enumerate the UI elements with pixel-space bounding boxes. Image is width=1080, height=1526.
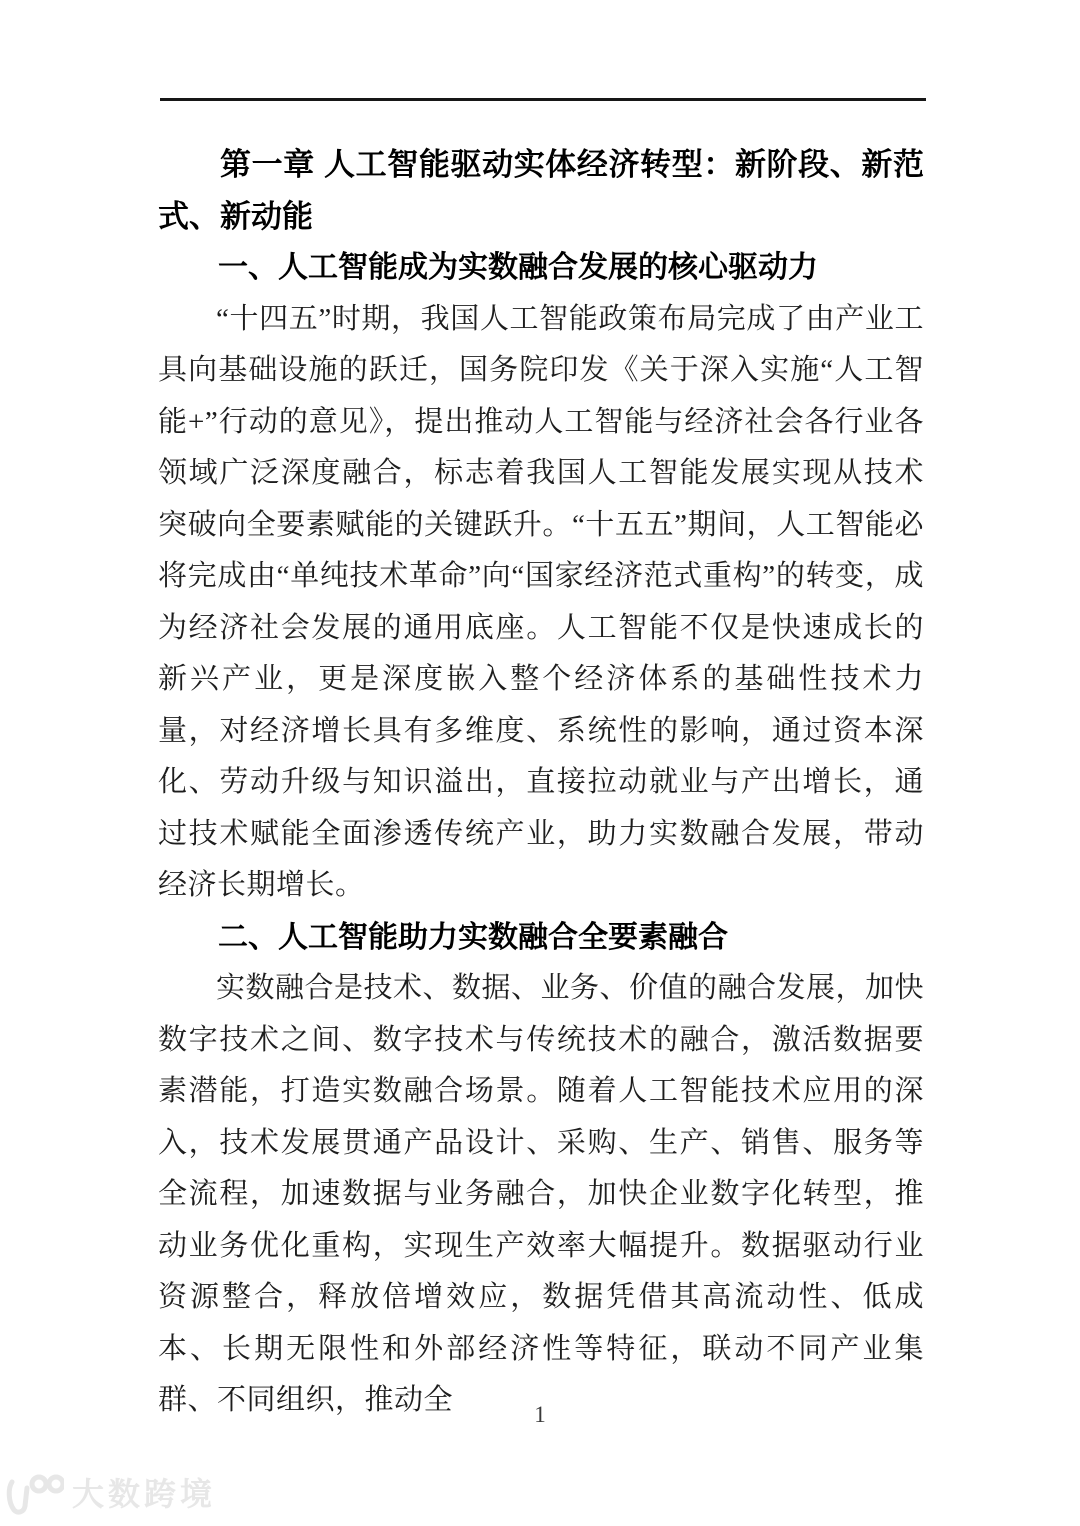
page-content [158,139,924,1427]
watermark-brand-text: 大数跨境 [72,1476,217,1512]
section-2-heading: 二、人工智能助力实数融合全要素融合 [218,920,728,954]
section-1-heading: 一、人工智能成为实数融合发展的核心驱动力 [218,251,818,284]
watermark [6,1472,216,1516]
chapter-title: 第一章 人工智能驱动实体经济转型：新阶段、新范式、新动能 [158,147,924,234]
section-2-paragraph: 实数融合是技术、数据、业务、价值的融合发展，加快数字技术之间、数字技术与传统技术的融合，激活数据要素潜能，打造实数融合场景。随着人工智能技术应用的深入，技术发展贯通产品设计、采购、生产、销售、服务等全流程，加速数据与业务融合，加快企业数字化转型，推动业务优化重构，实现生产效率大幅提升。数据驱动行业资源整合，释放倍增效应，数据凭借其高流动性、低成本、长期无限性和外部经济性等特征，联动不同产业集群、不同组织，推动全 [158,972,925,1416]
smiley-100-logo-icon [6,1472,64,1516]
section-1-paragraph: “十四五”时期，我国人工智能政策布局完成了由产业工具向基础设施的跃迁，国务院印发《关于深入实施“人工智能+”行动的意见》，提出推动人工智能与经济社会各行业各领域广泛深度融合，标志着我国人工智能发展实现从技术突破向全要素赋能的关键跃升。“十五五”期间，人工智能必将完成由“单纯技术革命”向“国家经济范式重构”的转变，成为经济社会发展的通用底座。人工智能不仅是快速成长的新兴产业，更是深度嵌入整个经济体系的基础性技术力量，对经济增长具有多维度、系统性的影响，通过资本深化、劳动升级与知识溢出，直接拉动就业与产出增长，通过技术赋能全面渗透传统产业，助力实数融合发展，带动经济长期增长。 [158,302,924,901]
page-number: 1 [534,1402,546,1427]
header-rule [160,98,926,101]
